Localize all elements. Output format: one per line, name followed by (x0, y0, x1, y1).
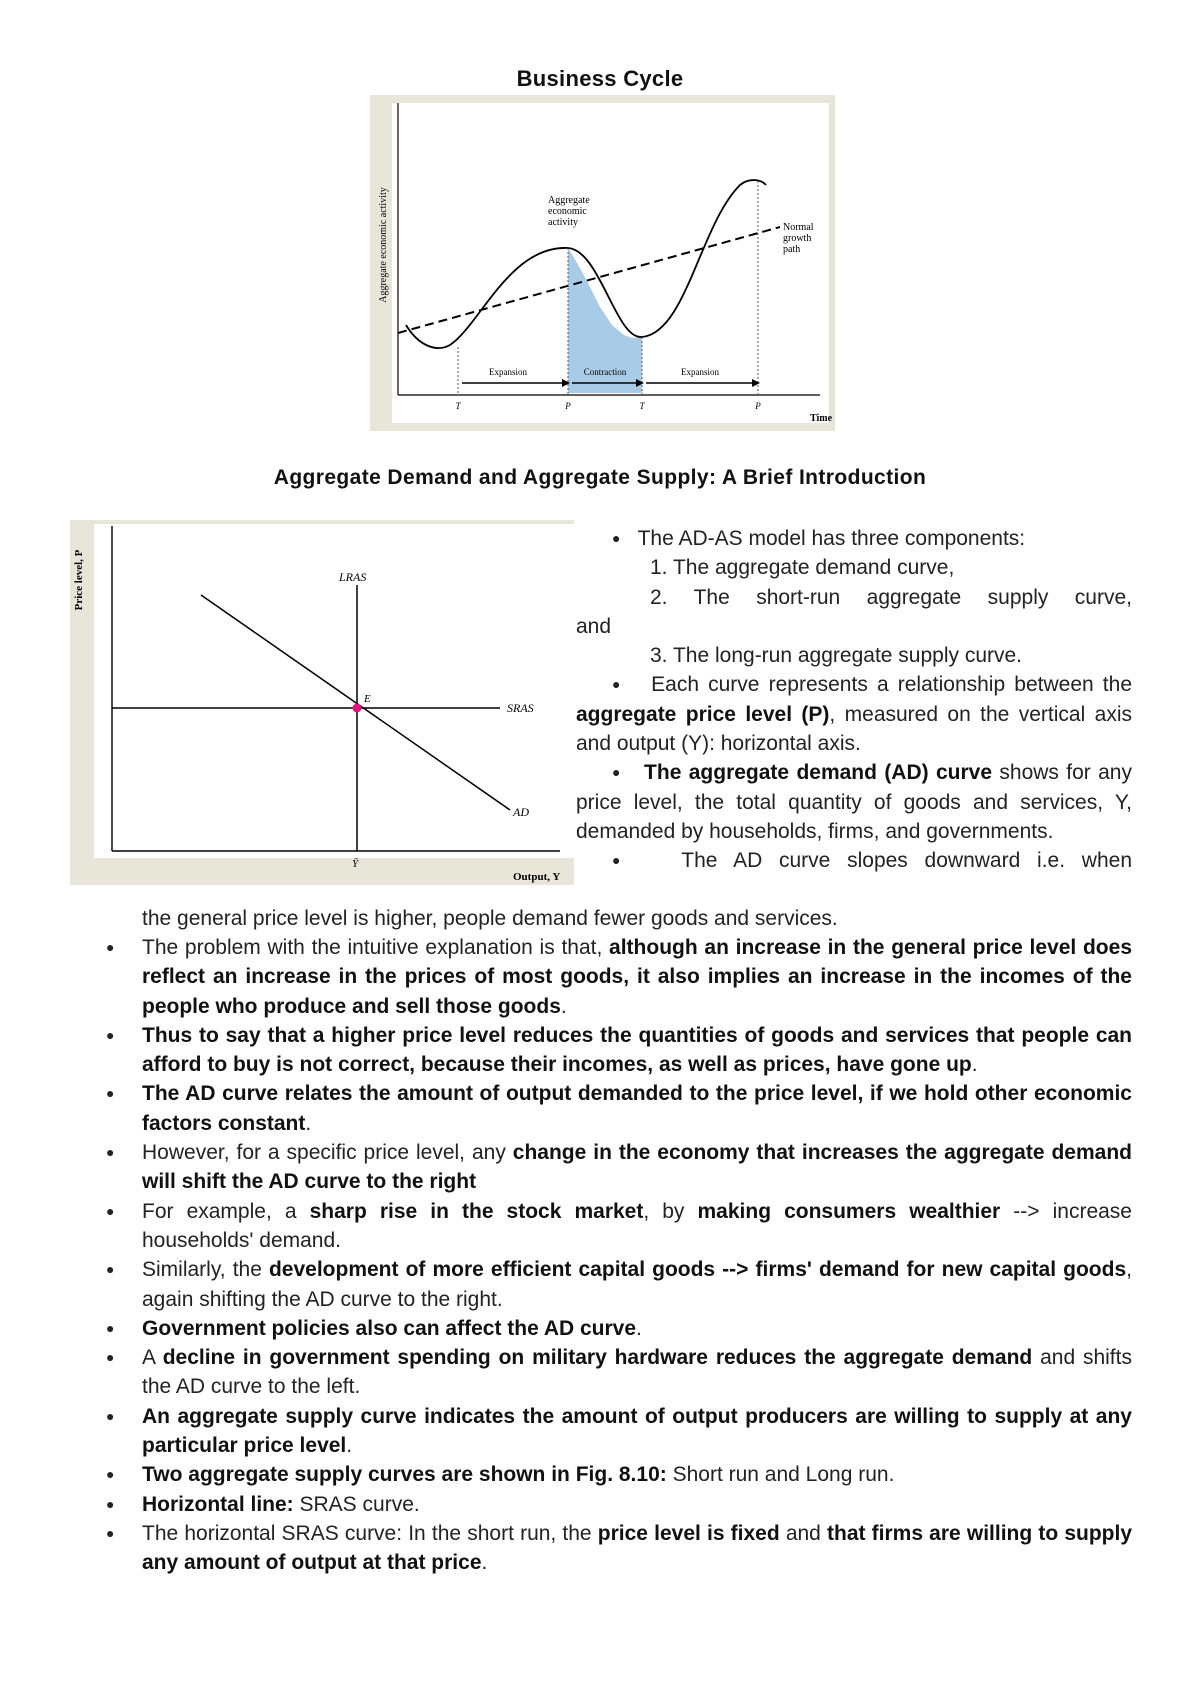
intro-bullet-3: ● The aggregate demand (AD) curve shows for any price level, the total quantity of goods and services, Y, demanded by households, firms, and governments. (576, 761, 1132, 843)
normal-growth-label-2: growth (783, 233, 812, 244)
intro-text (576, 524, 1132, 876)
lras-label: LRAS (339, 570, 367, 584)
ad-label: AD (513, 805, 529, 819)
business-cycle-figure (370, 95, 835, 431)
intro-item-2: 2. The short-run aggregate supply curve, (650, 585, 1132, 609)
list-item: ● Thus to say that a higher price level reduces the quantities of goods and services that people can afford to buy is not correct, because their incomes, as well as prices, have gone up. (106, 1023, 1132, 1077)
intro-bullet-4-cont: the general price level is higher, people demand fewer goods and services. (142, 907, 838, 930)
normal-growth-label-1: Normal (783, 222, 814, 233)
title-business-cycle: Business Cycle (516, 66, 684, 91)
phase-expansion-2: Expansion (681, 367, 719, 377)
tick-t-1: T (455, 401, 461, 411)
ad-as-xlabel: Output, Y (513, 871, 561, 883)
tick-p-2: P (755, 401, 761, 411)
list-item: ● The horizontal SRAS curve: In the short run, the price level is fixed and that firms are willing to supply any amount of output at that price. (106, 1521, 1132, 1575)
list-item: ● Horizontal line: SRAS curve. (106, 1492, 420, 1516)
ybar-label: Ȳ (352, 858, 359, 870)
ad-as-ylabel: Price level, P (73, 549, 85, 611)
activity-label-2: economic (548, 206, 587, 217)
list-item: ● Two aggregate supply curves are shown in Fig. 8.10: Short run and Long run. (106, 1463, 895, 1487)
phase-expansion-1: Expansion (489, 367, 527, 377)
list-item: ● Similarly, the development of more efficient capital goods --> firms' demand for new capital goods, again shifting the AD curve to the right. (106, 1258, 1132, 1311)
intro-item-3: 3. The long-run aggregate supply curve. (650, 644, 1023, 668)
intro-item-1: 1. The aggregate demand curve, (650, 556, 955, 580)
ad-as-figure (70, 520, 574, 885)
business-cycle-ylabel: Aggregate economic activity (378, 187, 389, 303)
list-item: ● The AD curve relates the amount of output demanded to the price level, if we hold other economic factors constant. (106, 1082, 1132, 1135)
sras-label: SRAS (507, 701, 534, 715)
activity-label-3: activity (548, 217, 578, 228)
list-item: ● An aggregate supply curve indicates the amount of output producers are willing to supply at any particular price level. (106, 1404, 1132, 1458)
main-bullet-list (106, 933, 1132, 1578)
list-item: ● However, for a specific price level, any change in the economy that increases the aggregate demand will shift the AD curve to the right (106, 1141, 1132, 1194)
intro-bullet-2: ● Each curve represents a relationship between the aggregate price level (P), measured on the vertical axis and output (Y): horizontal axis. (576, 673, 1132, 756)
business-cycle-xlabel: Time (810, 413, 833, 424)
title-ad-as: Aggregate Demand and Aggregate Supply: A Brief Introduction (273, 466, 927, 489)
equilibrium-label: E (364, 693, 371, 705)
phase-contraction: Contraction (583, 367, 627, 377)
tick-t-2: T (639, 401, 645, 411)
list-item: ● Government policies also can affect the AD curve. (106, 1316, 642, 1340)
activity-label-1: Aggregate (548, 195, 590, 206)
list-item: ● For example, a sharp rise in the stock market, by making consumers wealthier --> increase households' demand. (106, 1199, 1132, 1252)
intro-bullet-4: ● The AD curve slopes downward i.e. when (612, 849, 1133, 873)
equilibrium-point (353, 704, 362, 713)
list-item: ● The problem with the intuitive explanation is that, although an increase in the general price level does reflect an increase in the prices of most goods, it also implies an increase in the incomes of the people who produce and sell those goods. (106, 936, 1132, 1018)
normal-growth-label-3: path (783, 244, 801, 255)
list-item: ● A decline in government spending on military hardware reduces the aggregate demand and shifts the AD curve to the left. (106, 1346, 1132, 1399)
tick-p-1: P (565, 401, 571, 411)
intro-bullet-1: ● The AD-AS model has three components: (612, 527, 1026, 550)
intro-item-2-cont: and (576, 614, 612, 638)
